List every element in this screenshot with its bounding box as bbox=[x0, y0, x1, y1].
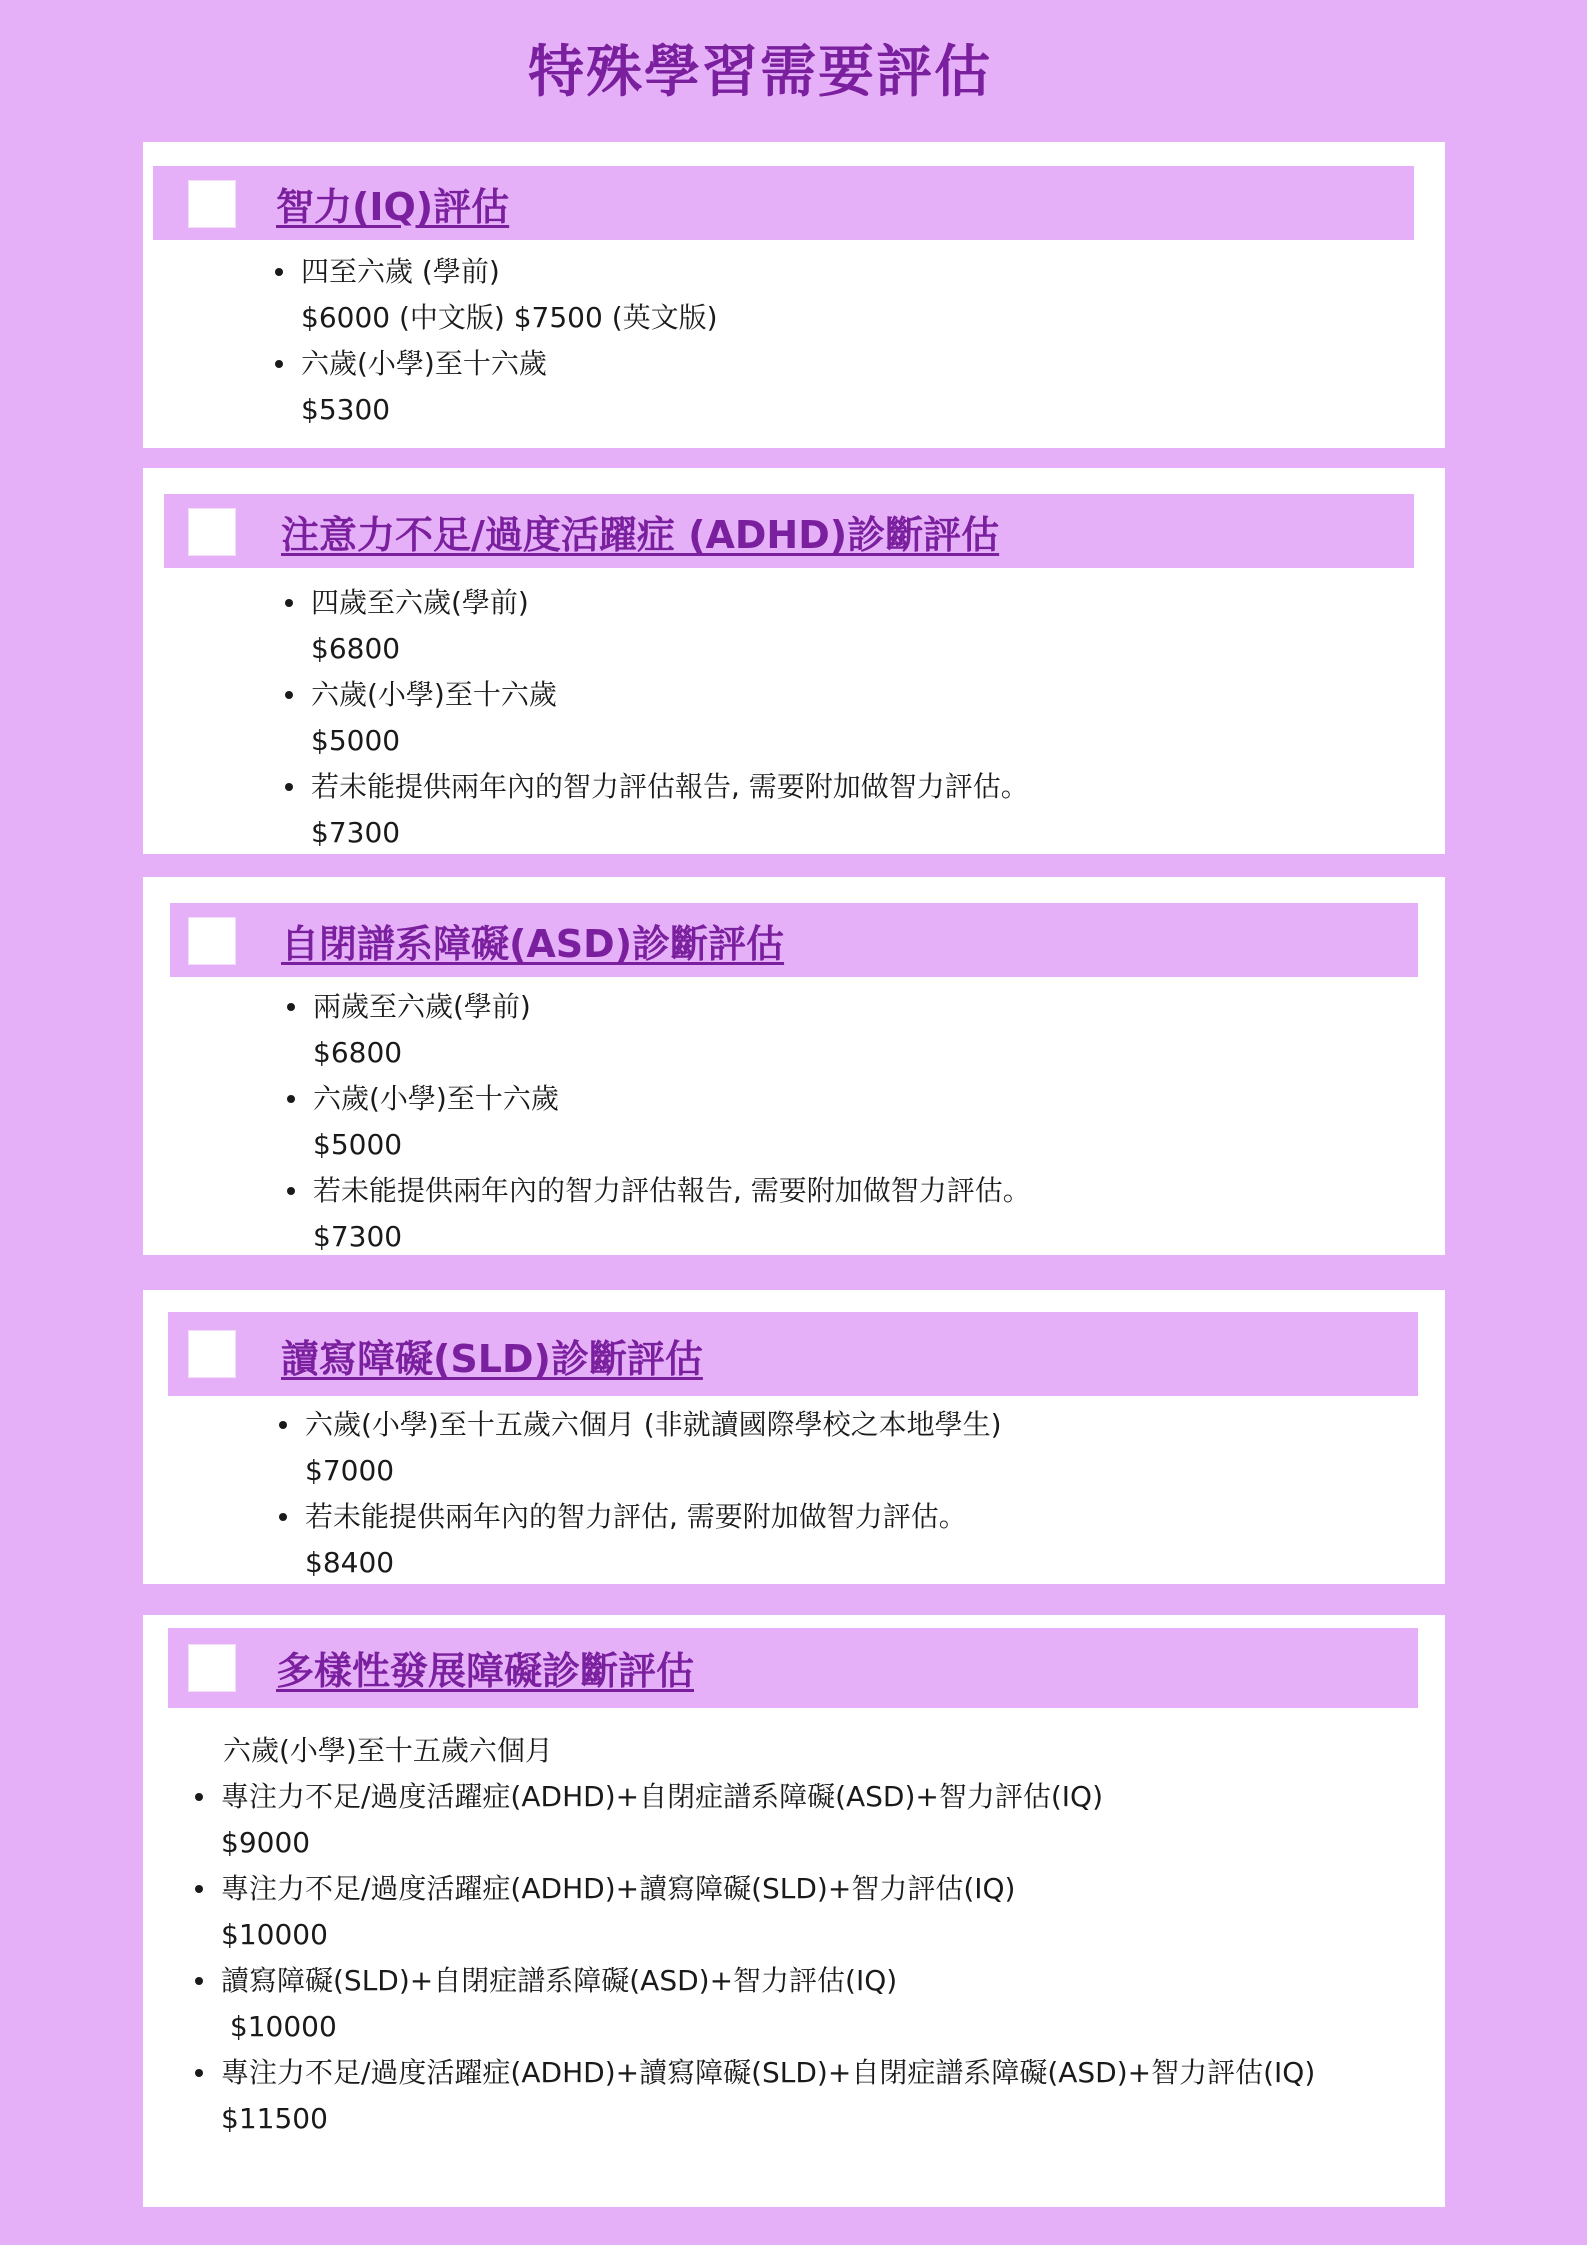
section-title[interactable]: 自閉譜系障礙(ASD)診斷評估 bbox=[281, 922, 785, 966]
item-label: 讀寫障礙(SLD)+自閉症譜系障礙(ASD)+智力評估(IQ) bbox=[221, 1958, 1315, 2004]
item-price: $7300 bbox=[313, 1220, 403, 1253]
item-label: 專注力不足/過度活躍症(ADHD)+自閉症譜系障礙(ASD)+智力評估(IQ) bbox=[221, 1774, 1315, 1820]
item-price: $6000 (中文版) $7500 (英文版) bbox=[301, 301, 718, 334]
section-multiple-assessment bbox=[143, 1615, 1445, 2207]
page-title: 特殊學習需要評估 bbox=[528, 40, 992, 105]
item-price: $5000 bbox=[311, 724, 401, 757]
section-title[interactable]: 智力(IQ)評估 bbox=[276, 185, 510, 229]
item-price: $5300 bbox=[301, 393, 391, 426]
section-title[interactable]: 多樣性發展障礙診斷評估 bbox=[276, 1649, 695, 1693]
item-list bbox=[275, 249, 718, 433]
list-item bbox=[195, 1958, 1315, 2050]
section-sld-assessment bbox=[143, 1290, 1445, 1584]
checkbox[interactable] bbox=[188, 180, 236, 228]
item-label: 若未能提供兩年內的智力評估報告, 需要附加做智力評估。 bbox=[311, 764, 1029, 810]
list-item bbox=[287, 984, 1031, 1076]
item-price: $9000 bbox=[221, 1826, 311, 1859]
item-label: 六歲(小學)至十六歲 bbox=[311, 672, 1029, 718]
item-price: $7000 bbox=[305, 1454, 395, 1487]
list-item bbox=[285, 672, 1029, 764]
checkbox[interactable] bbox=[188, 1330, 236, 1378]
item-price: $11500 bbox=[221, 2102, 328, 2135]
section-adhd-assessment bbox=[143, 468, 1445, 854]
list-item bbox=[195, 1866, 1315, 1958]
section-title[interactable]: 注意力不足/過度活躍症 (ADHD)診斷評估 bbox=[281, 513, 1000, 557]
checkbox[interactable] bbox=[188, 1644, 236, 1692]
checkbox[interactable] bbox=[188, 508, 236, 556]
item-list bbox=[195, 1774, 1315, 2142]
item-list bbox=[285, 580, 1029, 856]
section-iq-assessment bbox=[143, 142, 1445, 448]
item-label: 專注力不足/過度活躍症(ADHD)+讀寫障礙(SLD)+智力評估(IQ) bbox=[221, 1866, 1315, 1912]
list-item bbox=[275, 249, 718, 341]
item-label: 四至六歲 (學前) bbox=[301, 249, 718, 295]
list-item bbox=[285, 764, 1029, 856]
item-label: 四歲至六歲(學前) bbox=[311, 580, 1029, 626]
item-list bbox=[287, 984, 1031, 1260]
section-header bbox=[168, 1312, 1418, 1396]
list-item bbox=[285, 580, 1029, 672]
item-price: $10000 bbox=[221, 1918, 328, 1951]
list-item bbox=[287, 1168, 1031, 1260]
checkbox[interactable] bbox=[188, 917, 236, 965]
list-item bbox=[279, 1494, 1002, 1586]
item-label: 若未能提供兩年內的智力評估, 需要附加做智力評估。 bbox=[305, 1494, 1002, 1540]
item-label: 兩歲至六歲(學前) bbox=[313, 984, 1031, 1030]
list-item bbox=[287, 1076, 1031, 1168]
item-label: 六歲(小學)至十六歲 bbox=[301, 341, 718, 387]
section-asd-assessment bbox=[143, 877, 1445, 1255]
section-header bbox=[170, 903, 1418, 977]
item-price: $10000 bbox=[221, 2010, 337, 2043]
section-header bbox=[153, 166, 1414, 240]
list-item bbox=[275, 341, 718, 433]
item-list bbox=[279, 1402, 1002, 1586]
item-label: 若未能提供兩年內的智力評估報告, 需要附加做智力評估。 bbox=[313, 1168, 1031, 1214]
item-price: $8400 bbox=[305, 1546, 395, 1579]
list-item bbox=[195, 1774, 1315, 1866]
section-title[interactable]: 讀寫障礙(SLD)診斷評估 bbox=[281, 1337, 703, 1381]
item-label: 專注力不足/過度活躍症(ADHD)+讀寫障礙(SLD)+自閉症譜系障礙(ASD)+智力評估(IQ) bbox=[221, 2050, 1315, 2096]
list-item bbox=[279, 1402, 1002, 1494]
item-price: $6800 bbox=[311, 632, 401, 665]
item-label: 六歲(小學)至十五歲六個月 (非就讀國際學校之本地學生) bbox=[305, 1402, 1002, 1448]
section-header bbox=[164, 494, 1414, 568]
item-label: 六歲(小學)至十六歲 bbox=[313, 1076, 1031, 1122]
item-price: $5000 bbox=[313, 1128, 403, 1161]
list-item bbox=[195, 2050, 1315, 2142]
item-price: $6800 bbox=[313, 1036, 403, 1069]
age-range-intro: 六歲(小學)至十五歲六個月 bbox=[223, 1734, 553, 1767]
item-price: $7300 bbox=[311, 816, 401, 849]
section-header bbox=[168, 1628, 1418, 1708]
